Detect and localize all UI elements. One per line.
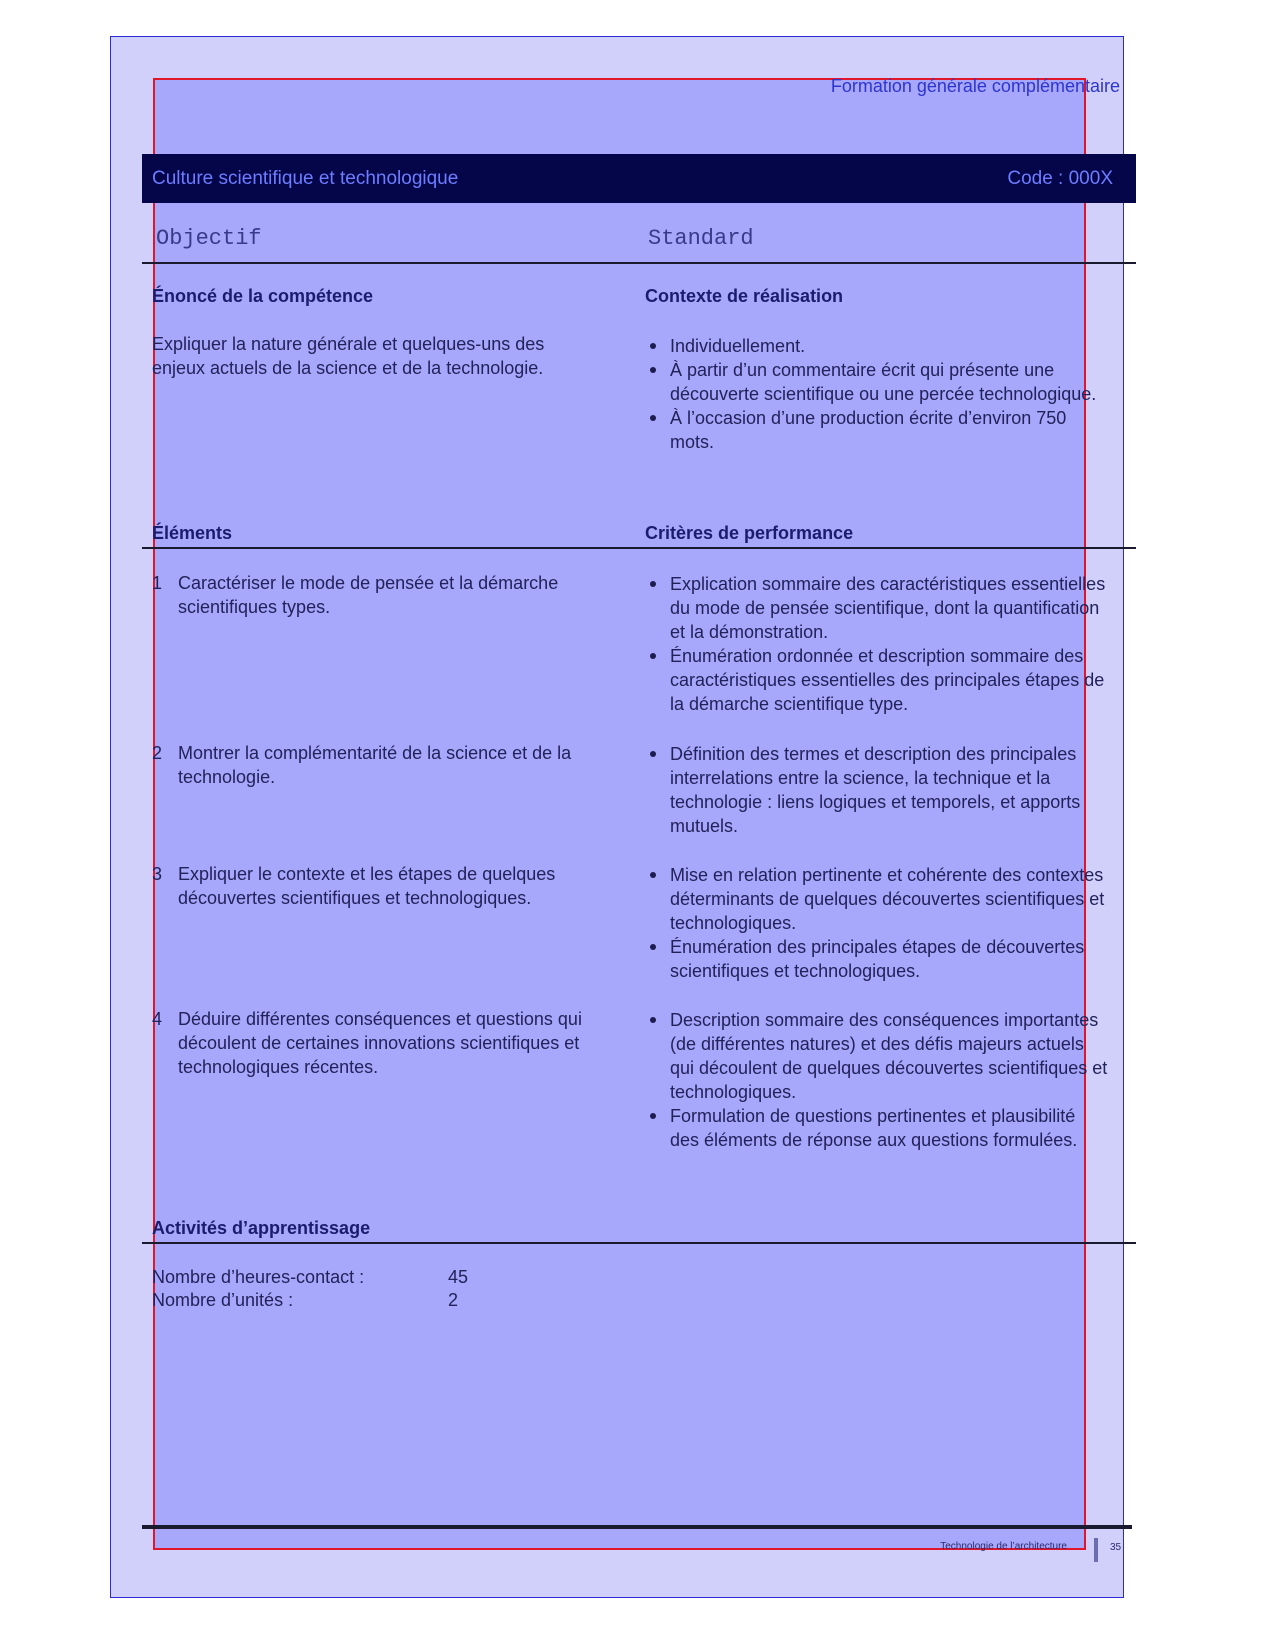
criterion-item: Mise en relation pertinente et cohérente des contextes déterminants de quelques découvertes scientifiques et technologiques. xyxy=(648,863,1108,935)
element-text: Caractériser le mode de pensée et la démarche scientifiques types. xyxy=(178,573,559,617)
element-text: Expliquer le contexte et les étapes de quelques découvertes scientifiques et technologiques. xyxy=(178,864,556,908)
page-number: 35 xyxy=(1110,1542,1122,1553)
course-title: Culture scientifique et technologique xyxy=(152,168,459,189)
footer-program: Technologie de l’architecture xyxy=(940,1541,1067,1552)
element-text: Montrer la complémentarité de la science et de la technologie. xyxy=(178,743,572,787)
contexte-list xyxy=(648,334,1108,454)
criterion-item: Description sommaire des conséquences importantes (de différentes natures) et des défis majeurs actuels qui découlent de quelques découvertes scientifiques et technologiques. xyxy=(648,1008,1108,1104)
competence-statement xyxy=(152,332,544,380)
program-label: Formation générale complémentaire xyxy=(830,76,1120,96)
heures-label: Nombre d’heures-contact : xyxy=(152,1267,365,1287)
criterion-item: Explication sommaire des caractéristiques essentielles du mode de pensée scientifique, dont la quantification et la démonstration. xyxy=(648,572,1108,644)
contexte-heading: Contexte de réalisation xyxy=(645,286,844,306)
contexte-item: Individuellement. xyxy=(648,334,1108,358)
activites-heading: Activités d’apprentissage xyxy=(152,1218,371,1238)
element-number: 1 xyxy=(152,573,163,593)
heures-value: 45 xyxy=(448,1267,469,1287)
criterion-item: Formulation de questions pertinentes et plausibilité des éléments de réponse aux questions formulées. xyxy=(648,1104,1108,1152)
criterion-item: Énumération des principales étapes de découvertes scientifiques et technologiques. xyxy=(648,935,1108,983)
divider-objectif xyxy=(142,262,1136,264)
element-number: 2 xyxy=(152,743,163,763)
objectif-heading: Objectif xyxy=(156,226,262,251)
divider-activites xyxy=(142,1242,1136,1244)
competence-heading: Énoncé de la compétence xyxy=(152,286,374,306)
criteria-list xyxy=(648,863,1108,983)
divider-elements xyxy=(142,547,1136,549)
contexte-item: À partir d’un commentaire écrit qui présente une découverte scientifique ou une percée technologique. xyxy=(648,358,1108,406)
element-number: 4 xyxy=(152,1009,163,1029)
footer-separator xyxy=(1094,1538,1098,1562)
elements-heading: Éléments xyxy=(152,523,233,543)
criteria-list xyxy=(648,572,1108,716)
criteria-list xyxy=(648,742,1108,838)
element-number: 3 xyxy=(152,864,163,884)
unites-value: 2 xyxy=(448,1290,459,1310)
criteres-heading: Critères de performance xyxy=(645,523,854,543)
standard-heading: Standard xyxy=(648,226,754,251)
competence-line: Expliquer la nature générale et quelques-uns des xyxy=(152,334,545,354)
course-code: Code : 000X xyxy=(1007,168,1113,189)
footer-divider xyxy=(142,1525,1132,1529)
unites-label: Nombre d’unités : xyxy=(152,1290,294,1310)
criterion-item: Énumération ordonnée et description sommaire des caractéristiques essentielles des principales étapes de la démarche scientifique type. xyxy=(648,644,1108,716)
criteria-list xyxy=(648,1008,1108,1152)
competence-line: enjeux actuels de la science et de la technologie. xyxy=(152,358,544,378)
contexte-item: À l’occasion d’une production écrite d’environ 750 mots. xyxy=(648,406,1108,454)
criterion-item: Définition des termes et description des principales interrelations entre la science, la technique et la technologie : liens logiques et temporels, et apports mutuels. xyxy=(648,742,1108,838)
element-text: Déduire différentes conséquences et questions qui découlent de certaines innovations scientifiques et technologiques récentes. xyxy=(178,1009,582,1077)
